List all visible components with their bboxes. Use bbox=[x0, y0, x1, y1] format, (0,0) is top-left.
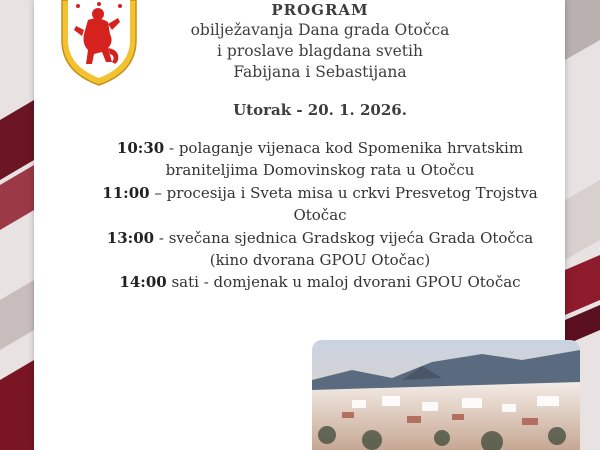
program-text bbox=[100, 0, 540, 294]
event-date: Utorak - 20. 1. 2026. bbox=[233, 101, 407, 119]
schedule-time: 14:00 bbox=[119, 273, 167, 292]
schedule-list bbox=[100, 137, 540, 294]
schedule-desc: sati - domjenak u maloj dvorani GPOU Otočac bbox=[166, 273, 521, 292]
subtitle-line-1: obilježavanja Dana grada Otočca bbox=[190, 21, 450, 39]
schedule-desc: - svečana sjednica Gradskog vijeća Grada Otočca (kino dvorana GPOU Otočac) bbox=[154, 228, 534, 270]
schedule-time: 10:30 bbox=[116, 139, 165, 157]
schedule-item bbox=[100, 227, 540, 272]
schedule-item bbox=[100, 137, 540, 182]
schedule-item bbox=[100, 271, 540, 293]
subtitle-line-2: i proslave blagdana svetih bbox=[217, 42, 423, 60]
schedule-time: 13:00 bbox=[106, 228, 155, 247]
schedule-desc: – procesija i Sveta misa u crkvi Presvetog Trojstva Otočac bbox=[149, 183, 538, 225]
schedule-item bbox=[100, 182, 540, 227]
page-title: PROGRAM bbox=[271, 1, 369, 19]
snowy-town-photo bbox=[312, 340, 580, 450]
subtitle-line-3: Fabijana i Sebastijana bbox=[233, 63, 407, 81]
schedule-time: 11:00 bbox=[102, 183, 150, 202]
schedule-desc: - polaganje vijenaca kod Spomenika hrvatskim braniteljima Domovinskog rata u Otočcu bbox=[164, 139, 524, 180]
